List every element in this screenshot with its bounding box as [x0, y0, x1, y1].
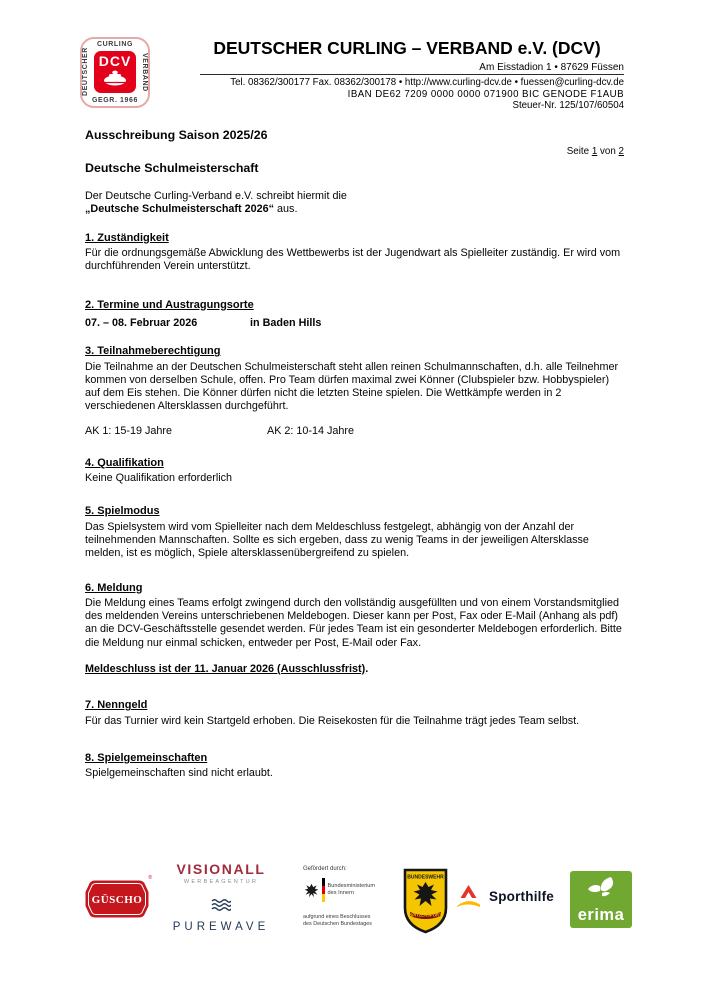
logo-text-deutscher: DEUTSCHER: [82, 47, 89, 97]
note-line2: des Deutschen Bundestages: [303, 921, 372, 927]
german-flag-stripe: [322, 878, 325, 902]
age-class-2: AK 2: 10-14 Jahre: [267, 424, 355, 437]
sporthilfe-triangle-icon: [455, 885, 482, 908]
event-location: in Baden Hills: [250, 317, 322, 330]
deadline-text: Meldeschluss ist der 11. Januar 2026 (Ausschlussfrist): [85, 662, 366, 675]
dcv-wordmark: DCV: [98, 53, 132, 69]
ministry-line1: Bundesministerium: [327, 883, 376, 889]
section-6-heading: 6. Meldung: [85, 581, 143, 594]
doc-title: Ausschreibung Saison 2025/26: [85, 128, 268, 142]
erima-logo: [570, 871, 632, 928]
ministry-name: [328, 883, 376, 897]
sporthilfe-logo: [455, 885, 554, 908]
header-rule: [200, 74, 624, 75]
page-label: Seite: [566, 146, 590, 157]
intro-line1: Der Deutsche Curling-Verband e.V. schreibt hiermit die: [85, 190, 347, 203]
dcv-logo: [80, 37, 150, 108]
section-8-body: Spielgemeinschaften sind nicht erlaubt.: [85, 767, 273, 780]
document-body: [85, 128, 624, 780]
registered-mark: ®: [148, 875, 152, 881]
section-8-heading: 8. Spielgemeinschaften: [85, 751, 208, 764]
bundeswehr-logo: [403, 868, 448, 939]
wave-icon: [168, 898, 274, 916]
section-2-heading: 2. Termine und Austragungsorte: [85, 298, 254, 311]
section-1-heading-row: [85, 232, 624, 246]
event-date: 07. – 08. Februar 2026: [85, 317, 198, 330]
logo-text-verband: VERBAND: [141, 52, 148, 92]
doc-subtitle: Deutsche Schulmeisterschaft: [85, 161, 259, 176]
section-6-heading-row: [85, 582, 624, 596]
funded-by-label: Gefördert durch:: [303, 866, 347, 872]
bmi-funding-logo: [303, 866, 395, 928]
section-4-body: Keine Qualifikation erforderlich: [85, 472, 233, 485]
section-5-body: Das Spielsystem wird vom Spielleiter nach dem Meldeschluss festgelegt, abhängig von der Anzahl der teilnehmenden Mannschaften. Sollte es sich ergeben, dass zu wenig Teams in der jeweiligen Altersklasse melden, ist es möglich, Spiele altersklassenübergreifend zu spielen.: [85, 520, 589, 560]
section-1-body: Für die ordnungsgemäße Abwicklung des Wettbewerbs ist der Jugendwart als Spielleiter zuständig. Er wird vom durchführenden Verein unterstützt.: [85, 247, 621, 273]
guescho-wordmark: GÜSCHO: [91, 894, 143, 906]
visionall-purewave-logo: [168, 861, 274, 933]
sponsor-logos: [0, 858, 707, 958]
ministry-line2: des Innern: [327, 890, 354, 896]
bundestag-note: [303, 914, 395, 928]
erima-wing-icon: [584, 876, 618, 902]
section-7-body: Für das Turnier wird kein Startgeld erhoben. Die Reisekosten für die Teilnahme trägt jedes Team selbst.: [85, 714, 580, 727]
page-indicator: [85, 145, 624, 158]
section-5-heading: 5. Spielmodus: [85, 505, 160, 518]
guescho-shape-icon: [84, 879, 150, 919]
section-2-schedule: [85, 317, 624, 330]
intro-bold: „Deutsche Schulmeisterschaft 2026“: [85, 203, 275, 216]
section-3-body: Die Teilnahme an der Deutschen Schulmeisterschaft steht allen reinen Schulmannschaften, d.h. alle Teilnehmer kommen von derselben Schule, offen. Pro Team dürfen maximal zwei Könner (Clubspieler bzw. Hobbyspieler) auf dem Eis stehen. Die Könner dürfen nicht die letzten Steine spielen. Die Wettkämpfe werden in 2 verschiedenen Altersklassen durchgeführt.: [85, 360, 619, 413]
erima-wordmark: erima: [577, 906, 625, 924]
guescho-logo: [84, 875, 152, 919]
curling-stone-icon: [102, 69, 128, 86]
page-current: 1: [591, 146, 598, 157]
sporthilfe-wordmark: Sporthilfe: [489, 889, 554, 904]
visionall-wordmark: VISIONALL: [176, 861, 266, 877]
section-7-heading: 7. Nenngeld: [85, 699, 148, 712]
section-4-heading: 4. Qualifikation: [85, 456, 164, 469]
org-contact: Tel. 08362/300177 Fax. 08362/300178 • http://www.curling-dcv.de • fuessen@curling-dcv.de: [230, 77, 624, 88]
bundeswehr-bottom-text: SPITZENSPORT: [409, 912, 442, 918]
bundeswehr-shield-icon: [403, 868, 448, 934]
age-classes: [85, 425, 624, 438]
section-3-heading-row: [85, 345, 624, 359]
section-2-heading-row: [85, 299, 624, 313]
intro-paragraph: [85, 190, 624, 216]
section-1-heading: 1. Zuständigkeit: [85, 231, 169, 244]
age-class-1: AK 1: 15-19 Jahre: [85, 424, 173, 437]
org-address: Am Eisstadion 1 • 87629 Füssen: [479, 62, 624, 73]
federal-eagle-icon: [303, 882, 320, 899]
logo-text-gegr: GEGR. 1966: [91, 97, 139, 104]
org-name: DEUTSCHER CURLING – VERBAND e.V. (DCV): [213, 38, 601, 58]
section-7-heading-row: [85, 699, 624, 713]
purewave-wordmark: PUREWAVE: [172, 921, 270, 933]
org-iban: IBAN DE62 7209 0000 0000 071900 BIC GENODE F1AUB: [347, 88, 624, 100]
page-total: 2: [618, 146, 624, 157]
visionall-subtitle: WERBEAGENTUR: [183, 879, 259, 885]
section-5-heading-row: [85, 505, 624, 519]
section-8-heading-row: [85, 752, 624, 766]
section-3-heading: 3. Teilnahmeberechtigung: [85, 345, 221, 358]
section-6-body: Die Meldung eines Teams erfolgt zwingend durch den vollständig ausgefüllten und von einem Vorstandsmitglied des meldenden Vereins unterschriebenen Meldebogen. Dieser kann per Post, Fax oder E-Mail (Anhang als pdf) an die DCV-Geschäftsstelle gesendet werden. Für jedes Team ist ein gesonderter Meldebogen erforderlich. Bitte die Meldung nur einmal schicken, entweder per Post, E-Mail oder Fax.: [85, 597, 622, 649]
registration-deadline: [85, 663, 624, 676]
bmi-logo-row: [303, 878, 395, 902]
bundeswehr-top-text: BUNDESWEHR: [407, 874, 444, 881]
page-of-label: von: [600, 146, 616, 157]
logo-text-curling: CURLING: [96, 41, 134, 48]
dcv-red-box: [94, 51, 136, 93]
letterhead: [160, 38, 624, 112]
section-4-heading-row: [85, 457, 624, 471]
intro-tail: aus.: [274, 203, 298, 216]
note-line1: aufgrund eines Beschlusses: [303, 914, 371, 920]
deadline-period: .: [365, 662, 369, 675]
org-tax-number: Steuer-Nr. 125/107/60504: [512, 100, 624, 111]
